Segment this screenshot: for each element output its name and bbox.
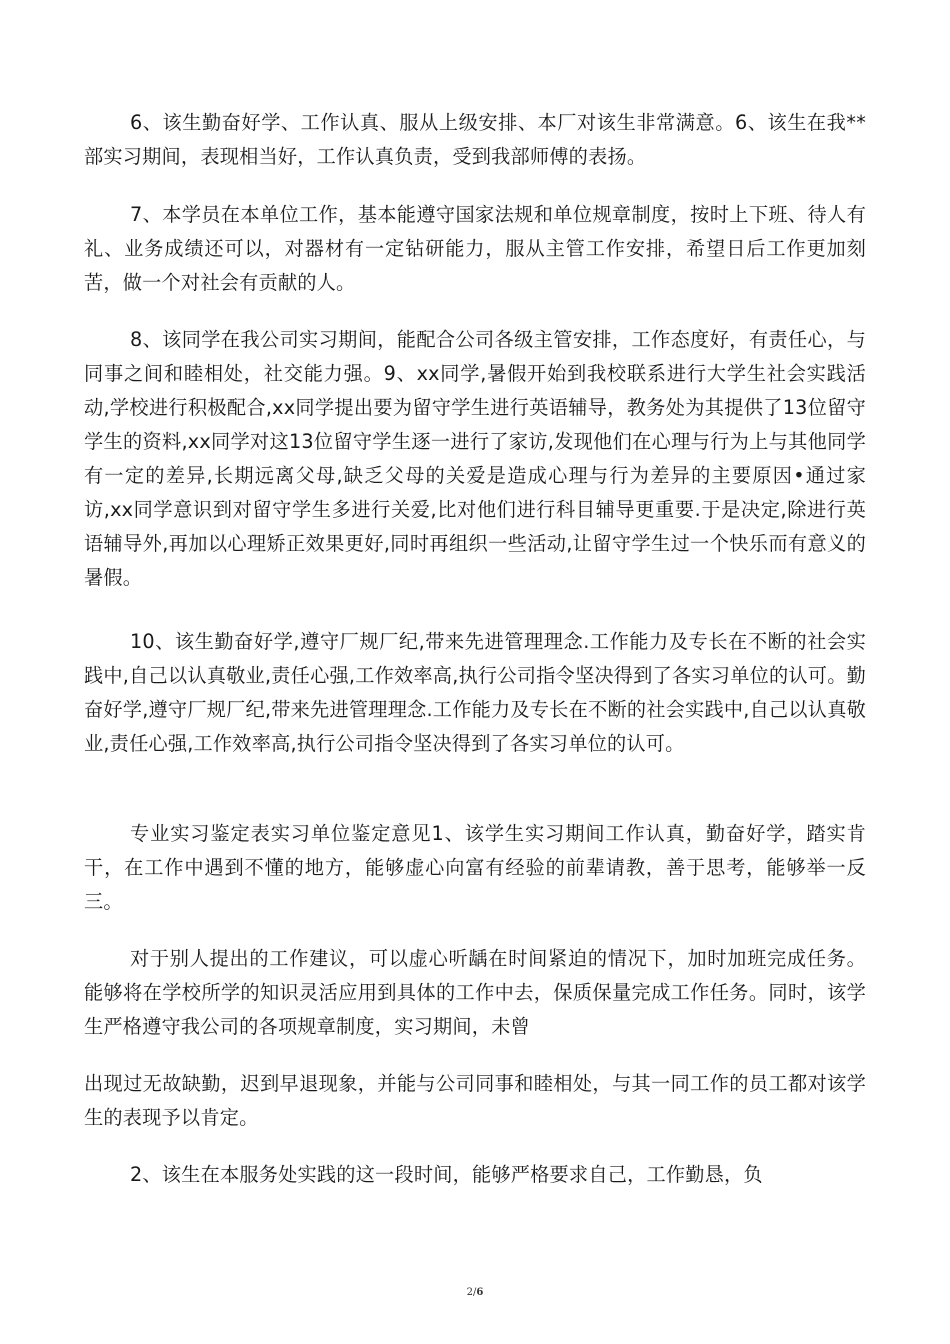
paragraph-7: 7、本学员在本单位工作，基本能遵守国家法规和单位规章制度，按时上下班、待人有礼、业务成绩还可以，对器材有一定钻研能力，服从主管工作安排，希望日后工作更加刻苦，做一个对社会有贡献的人。 xyxy=(84,203,866,294)
paragraph-appraisal-1: 专业实习鉴定表实习单位鉴定意见1、该学生实习期间工作认真，勤奋好学，踏实肯干，在工作中遇到不懂的地方，能够虚心向富有经验的前辈请教，善于思考，能够举一反三。 xyxy=(84,822,866,913)
paragraph-2: 2、该生在本服务处实践的这一段时间，能够严格要求自己，工作勤恳，负 xyxy=(130,1163,763,1186)
page-number-current: 2/ xyxy=(466,1287,477,1298)
paragraph-6: 6、该生勤奋好学、工作认真、服从上级安排、本厂对该生非常满意。6、该生在我**部实习期间，表现相当好，工作认真负责，受到我部师傅的表扬。 xyxy=(84,111,866,168)
paragraph-10: 10、该生勤奋好学,遵守厂规厂纪,带来先进管理理念.工作能力及专长在不断的社会实践中,自己以认真敬业,责任心强,工作效率高,执行公司指令坚决得到了各实习单位的认可。勤奋好学,遵守厂规厂纪,带来先进管理理念.工作能力及专长在不断的社会实践中,自己以认真敬业,责任心强,工作效率高,执行公司指令坚决得到了各实习单位的认可。 xyxy=(84,630,866,755)
paragraph-suggestions: 对于别人提出的工作建议，可以虚心听龋在时间紧迫的情况下，加时加班完成任务。能够将在学校所学的知识灵活应用到具体的工作中去，保质保量完成工作任务。同时，该学生严格遵守我公司的各项规章制度，实习期间，未曾 xyxy=(84,947,866,1038)
paragraph-continuation: 出现过无故缺勤，迟到早退现象，并能与公司同事和睦相处，与其一同工作的员工都对该学生的表现予以肯定。 xyxy=(84,1072,866,1129)
page-number-total: 6 xyxy=(476,1287,484,1298)
paragraph-8-9: 8、该同学在我公司实习期间，能配合公司各级主管安排，工作态度好，有责任心，与同事之间和睦相处，社交能力强。9、xx同学,暑假开始到我校联系进行大学生社会实践活动,学校进行积极配合,xx同学提出要为留守学生进行英语辅导，教务处为其提供了13位留守学生的资料,xx同学对这13位留守学生逐一进行了家访,发现他们在心理与行为上与其他同学有一定的差异,长期远离父母,缺乏父母的关爱是造成心理与行为差异的主要原因•通过家访,xx同学意识到对留守学生多进行关爱,比对他们进行科目辅导更重要.于是决定,除进行英语辅导外,再加以心理矫正效果更好,同时再组织一些活动,让留守学生过一个快乐而有意义的暑假。 xyxy=(84,328,866,589)
page-number xyxy=(0,1287,950,1298)
